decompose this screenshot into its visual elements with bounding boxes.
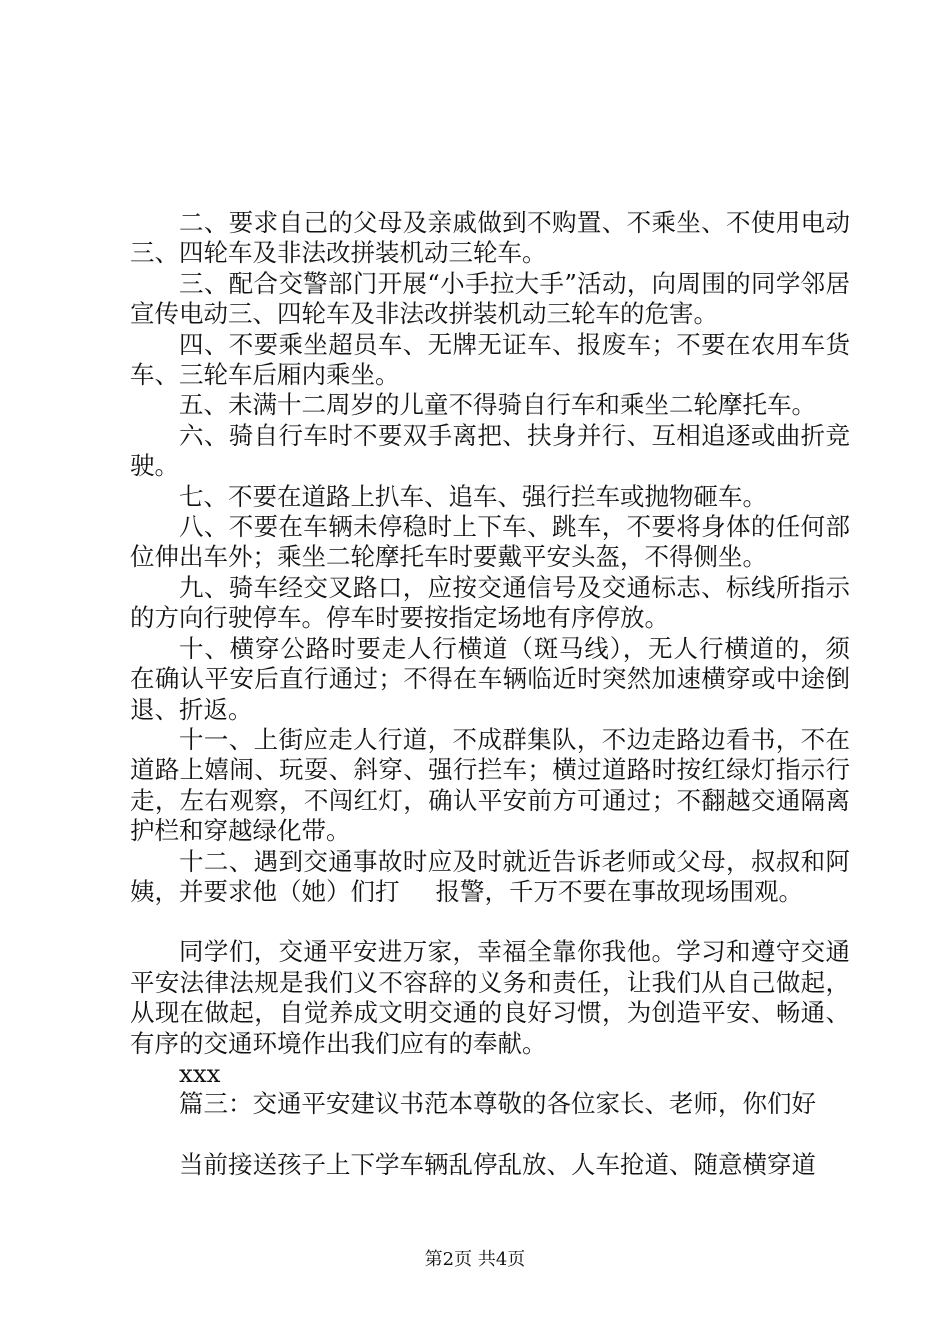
- next-section-title: 篇三：交通平安建议书范本尊敬的各位家长、老师，你们好: [179, 1089, 816, 1119]
- rule-item: 八、不要在车辆未停稳时上下车、跳车，不要将身体的任何部位伸出车外；乘坐二轮摩托车时要戴平安头盔，不得侧坐。: [130, 512, 850, 572]
- closing-paragraph: 同学们，交通平安进万家，幸福全靠你我他。学习和遵守交通平安法律法规是我们义不容辞的义务和责任，让我们从自己做起，从现在做起，自觉养成文明交通的良好习惯，为创造平安、畅通、有序的交通环境作出我们应有的奉献。: [130, 937, 850, 1058]
- rule-12-after: 报警，千万不要在事故现场围观。: [435, 876, 803, 906]
- rule-item: 十一、上街应走人行道，不成群集队，不边走路边看书，不在道路上嬉闹、玩耍、斜穿、强行拦车；横过道路时按红绿灯指示行走，左右观察，不闯红灯，确认平安前方可通过；不翻越交通隔离护栏和穿越绿化带。: [130, 724, 850, 846]
- next-section-paragraph: 当前接送孩子上下学车辆乱停乱放、人车抢道、随意横穿道: [179, 1149, 816, 1179]
- rule-item-12: [130, 847, 850, 908]
- rule-item: 十、横穿公路时要走人行横道（斑马线），无人行横道的，须在确认平安后直行通过；不得在车辆临近时突然加速横穿或中途倒退、折返。: [130, 633, 850, 724]
- signature: xxx: [179, 1058, 221, 1088]
- rule-item: 四、不要乘坐超员车、无牌无证车、报废车；不要在农用车货车、三轮车后厢内乘坐。: [130, 329, 850, 390]
- rule-12-before: 十二、遇到交通事故时应及时就近告诉老师或父母，叔叔和阿姨，并要求他（她）们打: [130, 846, 850, 906]
- rule-item: 七、不要在道路上扒车、追车、强行拦车或抛物砸车。: [179, 481, 767, 511]
- rule-item: 九、骑车经交叉路口，应按交通信号及交通标志、标线所指示的方向行驶停车。停车时要按指定场地有序停放。: [130, 572, 850, 633]
- document-body: [130, 208, 850, 1180]
- rule-item: 三、配合交警部门开展“小手拉大手”活动，向周围的同学邻居宣传电动三、四轮车及非法改拼装机动三轮车的危害。: [130, 268, 850, 329]
- rule-item: 二、要求自己的父母及亲戚做到不购置、不乘坐、不使用电动三、四轮车及非法改拼装机动三轮车。: [130, 208, 850, 268]
- rule-item: 五、未满十二周岁的儿童不得骑自行车和乘坐二轮摩托车。: [179, 390, 816, 420]
- page-footer: 第2页 共4页: [424, 1249, 526, 1270]
- rule-item: 六、骑自行车时不要双手离把、扶身并行、互相追逐或曲折竞驶。: [130, 420, 850, 481]
